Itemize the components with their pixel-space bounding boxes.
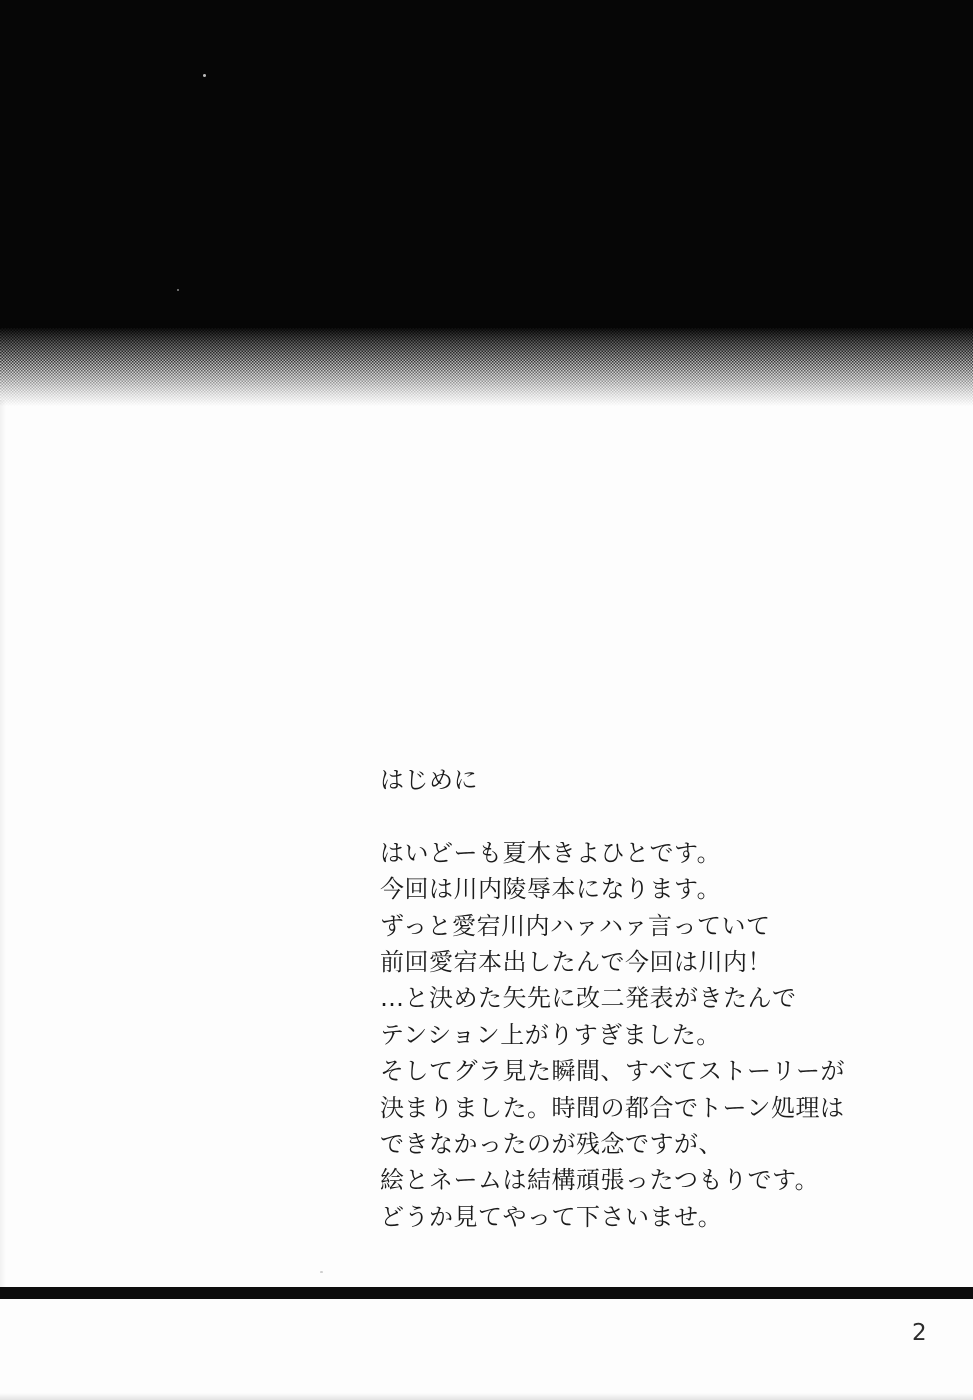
footer-divider-bar <box>0 1287 973 1299</box>
foreword-title: はじめに <box>380 766 478 794</box>
page-top-black-area <box>0 0 973 328</box>
title-body-gap <box>380 798 845 834</box>
page-number: 2 <box>912 1320 927 1346</box>
left-scan-edge-shade <box>0 400 6 1290</box>
foreword-line: 決まりました。時間の都合でトーン処理は <box>380 1093 845 1122</box>
foreword-line: 絵とネームは結構頑張ったつもりです。 <box>380 1166 820 1195</box>
foreword-line: …と決めた矢先に改二発表がきたんで <box>380 984 797 1013</box>
foreword-line: 今回は川内陵辱本になります。 <box>380 875 722 904</box>
foreword-line: テンション上がりすぎました。 <box>380 1020 721 1049</box>
foreword-text-block <box>380 762 845 1235</box>
halftone-gradient-band <box>0 328 973 406</box>
foreword-line: 前回愛宕本出したんで今回は川内！ <box>380 948 772 977</box>
foreword-line: そしてグラ見た瞬間、すべてストーリーが <box>380 1057 846 1086</box>
scan-speck <box>320 1271 323 1273</box>
foreword-line: ずっと愛宕川内ハァハァ言っていて <box>380 911 771 940</box>
bottom-scan-edge-shade <box>0 1393 973 1400</box>
foreword-line: できなかったのが残念ですが、 <box>380 1130 723 1159</box>
foreword-line: どうか見てやって下さいませ。 <box>380 1202 723 1231</box>
foreword-line: はいどーも夏木きよひとです。 <box>380 838 722 867</box>
